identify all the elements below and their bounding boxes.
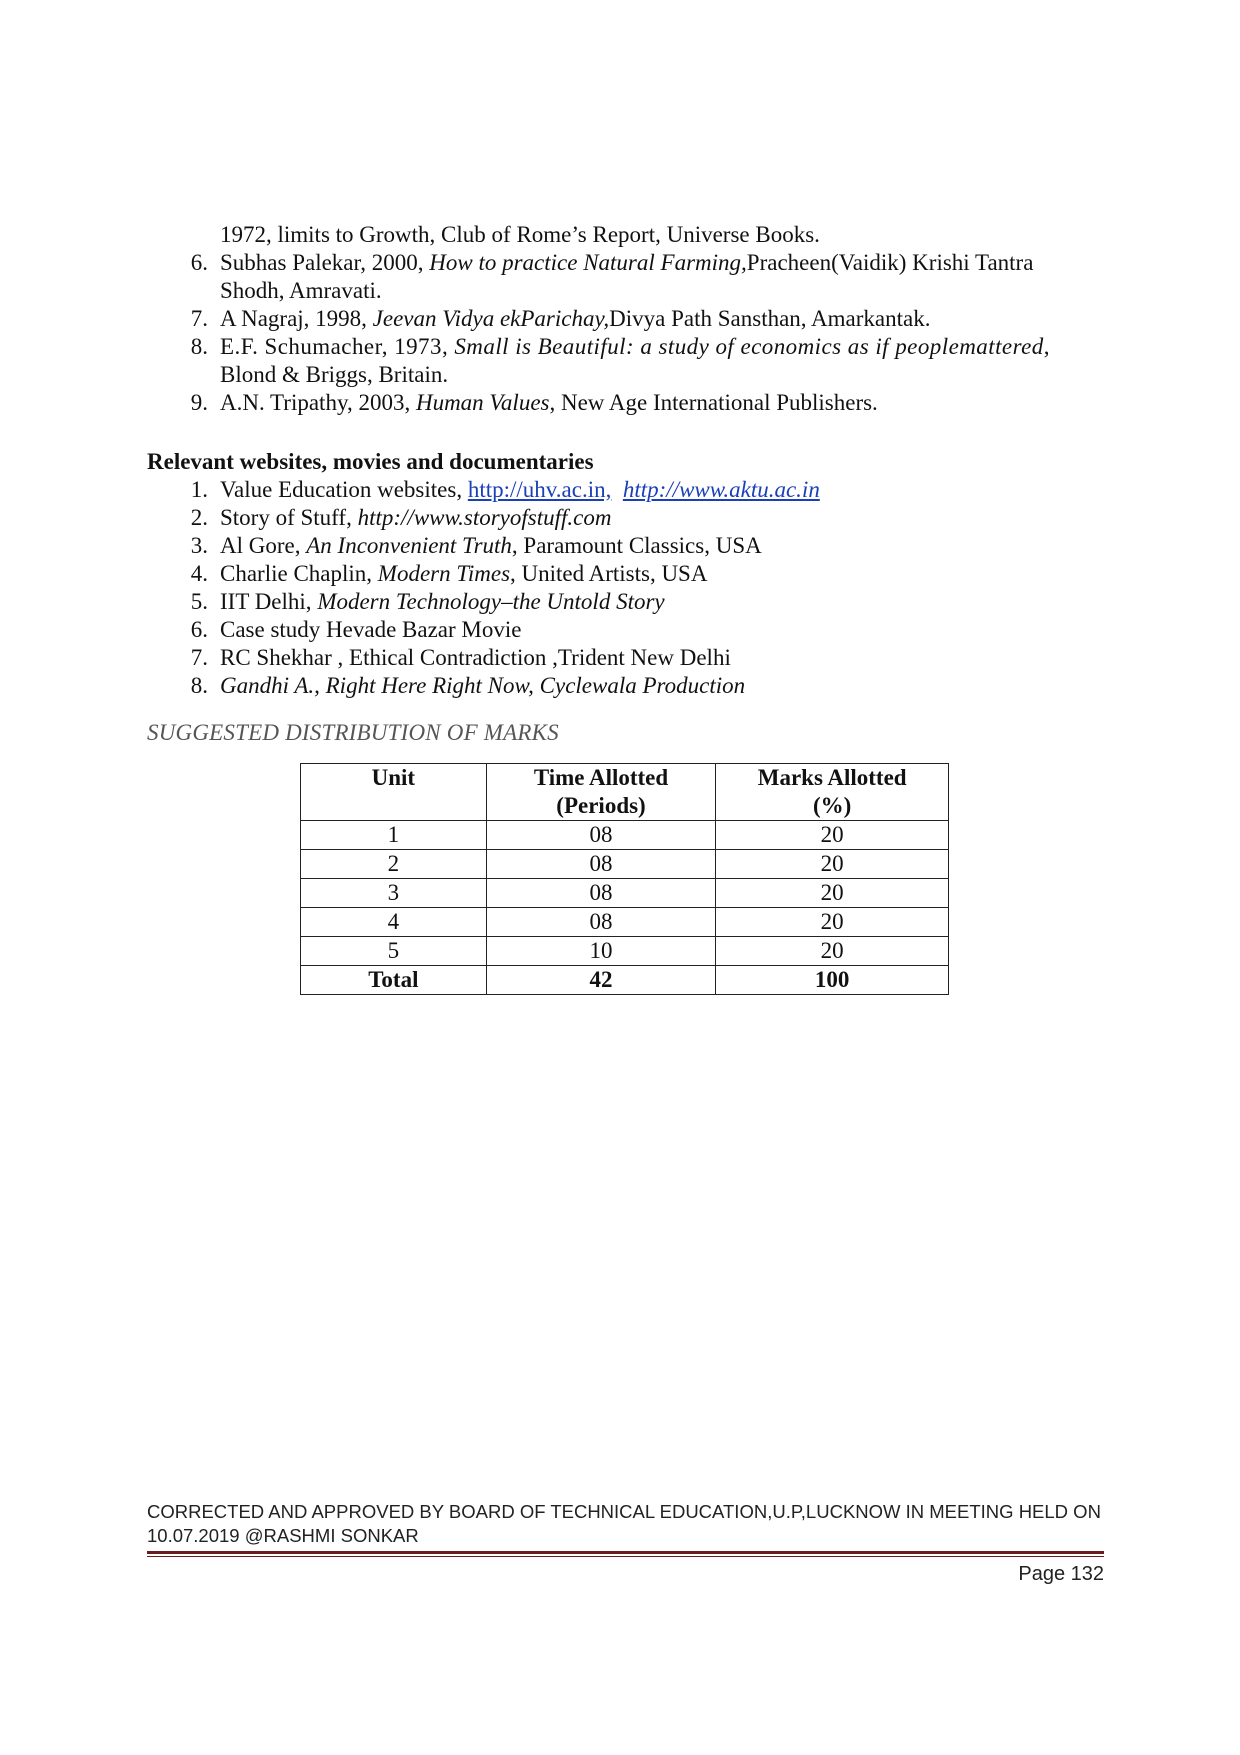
periods-cell: 08 (486, 879, 716, 908)
unit-cell: 2 (301, 850, 487, 879)
list-number: 9. (190, 390, 208, 415)
marks-table (300, 763, 949, 995)
marks-cell: 20 (716, 821, 949, 850)
periods-cell: 08 (486, 821, 716, 850)
reference-continued-line: 1972, limits to Growth, Club of Rome’s Report, Universe Books. (220, 222, 820, 247)
list-number: 8. (190, 673, 208, 698)
document-page: 1972, limits to Growth, Club of Rome’s Report, Universe Books. 6. Subhas Palekar, 2000, How to practice Natural Farming,Pracheen(Vaidik) Krishi Tantra Shodh, Amravati. 7. A Nagraj, 1998, Jeevan Vidya ekParichay,Divya Path Sansthan, Amarkantak. 8. E.F. Schumacher, 1973, Small is Beautiful: a study of economics as if peoplemattered, Blond & Briggs, Britain. 9. A.N. Tripathy, 2003, Human Values, New Age International Publishers. Relevant websites, movies and documentaries 1. Value Education websites, http://uhv.ac.in, http://www.aktu.ac.in 2. Story of Stuff, http://www.storyofstuff.com 3. Al Gore, An Inconvenient Truth, Paramount Classics, USA 4. Charlie Chaplin, Modern Times, United Artists, USA 5. IIT Delhi, Modern Technology–the Untold Story 6. Case study Hevade Bazar Movie 7. RC Shekhar , Ethical Contradiction ,Trident New Delhi 8. Gandhi A., Right Here Right Now, Cyclewala Production SUGGESTED DISTRIBUTION OF MARKS Unit Time Allotted (Periods) Marks Allotted (%) 1 08 20 2 08 20 3 08 20 4 08 20 5 10 20 Total 42 100 CORRECTED AND APPROVED BY BOARD OF TECHNICAL EDUCATION,U.P,LUCKNOW IN MEETING HELD ON 10.07.2019 @RASHMI SONKAR Page 132 (0, 0, 1240, 1755)
websites-heading: Relevant websites, movies and documentaries (147, 449, 594, 474)
periods-cell: 08 (486, 908, 716, 937)
table-row (301, 850, 949, 879)
marks-cell: 20 (716, 908, 949, 937)
table-header-row (301, 764, 949, 821)
table-row (301, 937, 949, 966)
list-number: 4. (190, 561, 208, 586)
total-label-cell: Total (301, 966, 487, 995)
list-number: 6. (190, 617, 208, 642)
list-number: 7. (190, 645, 208, 670)
footer-approval-note: CORRECTED AND APPROVED BY BOARD OF TECHNICAL EDUCATION,U.P,LUCKNOW IN MEETING HELD ON 10.07.2019 @RASHMI SONKAR (147, 1501, 1101, 1546)
table-row (301, 821, 949, 850)
list-number: 1. (190, 477, 208, 502)
reference-item-6-cont: Shodh, Amravati. (220, 278, 382, 303)
list-number: 6. (190, 250, 208, 275)
marks-cell: 20 (716, 850, 949, 879)
header-marks-allotted: Marks Allotted (%) (716, 764, 949, 821)
list-number: 8. (190, 334, 208, 359)
unit-cell: 5 (301, 937, 487, 966)
table-row (301, 879, 949, 908)
marks-title: SUGGESTED DISTRIBUTION OF MARKS (147, 720, 559, 745)
list-number: 7. (190, 306, 208, 331)
periods-cell: 08 (486, 850, 716, 879)
marks-cell: 20 (716, 937, 949, 966)
total-periods-cell: 42 (486, 966, 716, 995)
total-marks-cell: 100 (716, 966, 949, 995)
list-number: 2. (190, 505, 208, 530)
footer-divider-thin (147, 1556, 1104, 1557)
footer-divider (147, 1551, 1104, 1554)
periods-cell: 10 (486, 937, 716, 966)
table-row (301, 908, 949, 937)
unit-cell: 1 (301, 821, 487, 850)
page-number: Page 132 (1018, 1563, 1104, 1585)
header-unit: Unit (301, 764, 487, 821)
unit-cell: 3 (301, 879, 487, 908)
uhv-link[interactable]: http://uhv.ac.in, (467, 477, 612, 502)
table-total-row (301, 966, 949, 995)
reference-item-8-cont: Blond & Briggs, Britain. (220, 362, 449, 387)
marks-cell: 20 (716, 879, 949, 908)
list-number: 5. (190, 589, 208, 614)
header-time-allotted: Time Allotted (Periods) (486, 764, 716, 821)
list-number: 3. (190, 533, 208, 558)
unit-cell: 4 (301, 908, 487, 937)
aktu-link[interactable]: http://www.aktu.ac.in (622, 477, 820, 502)
